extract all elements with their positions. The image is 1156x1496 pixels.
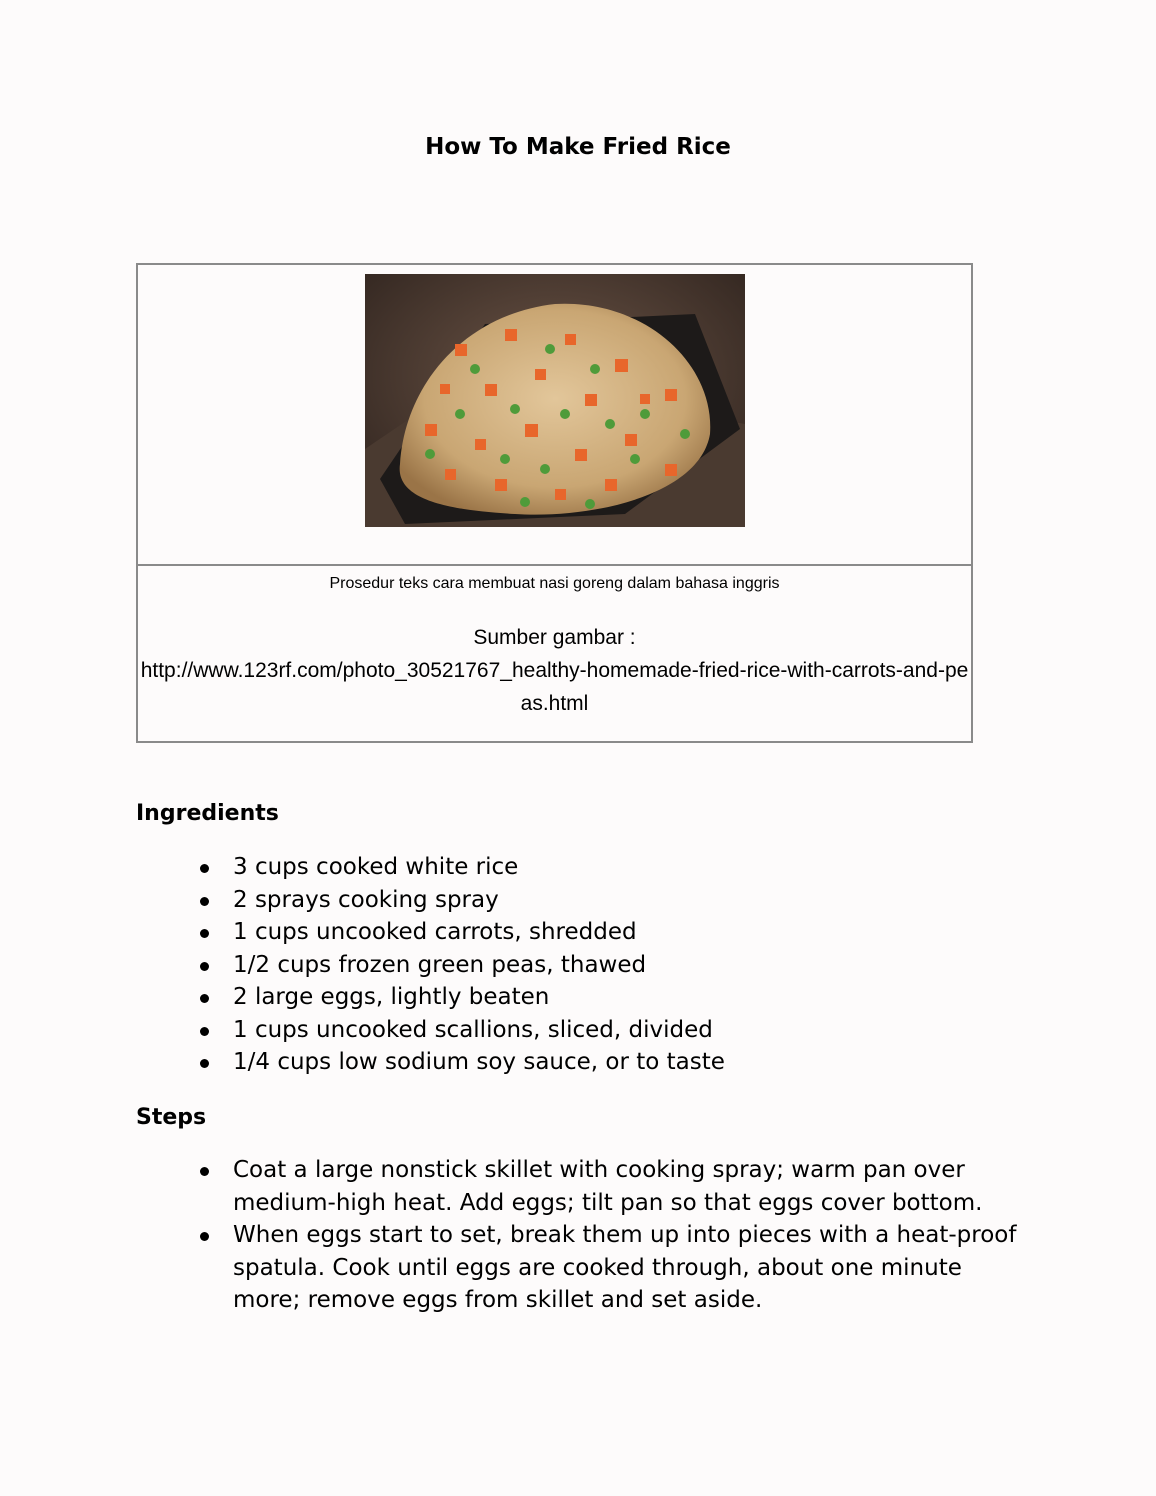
list-item: 1 cups uncooked carrots, shredded [196,916,725,949]
steps-list [196,1154,1026,1317]
list-item: 1 cups uncooked scallions, sliced, divided [196,1014,725,1047]
figure-caption: Prosedur teks cara membuat nasi goreng dalam bahasa inggris [329,575,780,592]
list-item: 1/2 cups frozen green peas, thawed [196,949,725,982]
list-item: 1/4 cups low sodium soy sauce, or to taste [196,1046,725,1079]
source-link[interactable]: http://www.123rf.com/photo_30521767_healthy-homemade-fried-rice-with-carrots-and-peas.html [140,659,969,715]
steps-heading: Steps [136,1105,207,1130]
ingredients-list [196,851,725,1079]
source-label: Sumber gambar : [473,626,636,649]
list-item: 2 large eggs, lightly beaten [196,981,725,1014]
ingredients-heading: Ingredients [136,801,279,826]
list-item: Coat a large nonstick skillet with cooking spray; warm pan over medium-high heat. Add eggs; tilt pan so that eggs cover bottom. [196,1154,1026,1219]
list-item: When eggs start to set, break them up into pieces with a heat-proof spatula. Cook until eggs are cooked through, about one minute more; remove eggs from skillet and set aside. [196,1219,1026,1317]
figure-table [136,263,973,743]
figure-image-cell [138,265,971,566]
list-item: 2 sprays cooking spray [196,884,725,917]
fried-rice-photo [365,274,745,527]
page-title: How To Make Fried Rice [425,134,731,160]
figure-source [138,621,971,720]
list-item: 3 cups cooked white rice [196,851,725,884]
